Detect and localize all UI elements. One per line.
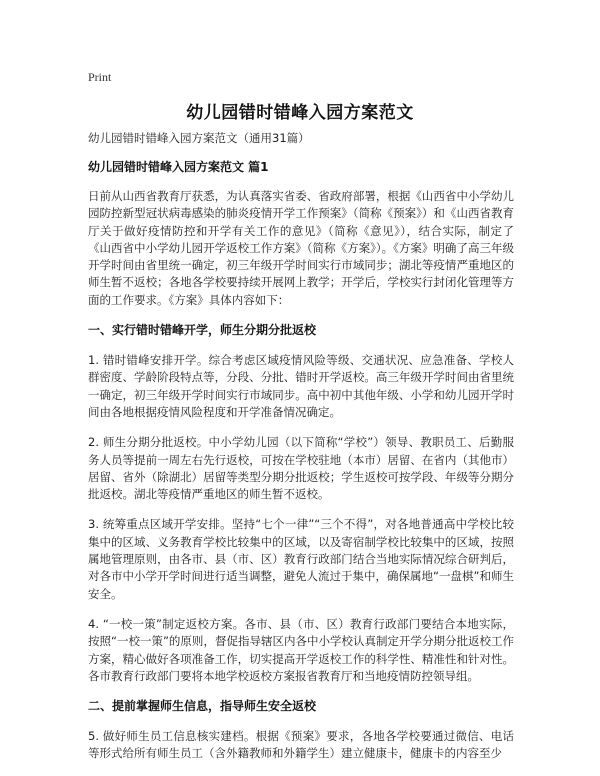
section-title: 幼儿园错时错峰入园方案范文 篇1 xyxy=(88,160,269,174)
document-subtitle: 幼儿园错时错峰入园方案范文（通用31篇） xyxy=(88,131,310,145)
paragraph-1: 1. 错时错峰安排开学。综合考虑区域疫情风险等级、交通状况、应急准备、学校人群密度、学龄阶段特点等，分段、分批、错时开学返校。高三年级开学时间由省里统一确定，初三年级开学时间实行市域同步。高中初中其他年级、小学和幼儿园开学时间由各地根据疫情风险程度和开学准备情况确定。 xyxy=(88,353,514,419)
page-title: 幼儿园错时错峰入园方案范文 xyxy=(186,103,414,123)
heading-1: 一、实行错时错峰开学，师生分期分批返校 xyxy=(88,323,317,338)
paragraph-5: 5. 做好师生员工信息核实建档。根据《预案》要求，各地各学校要通过微信、电话等形式给所有师生员工（含外籍教师和外籍学生）建立健康卡，健康卡的内容至少 xyxy=(88,729,514,761)
heading-2: 二、提前掌握师生信息，指导师生安全返校 xyxy=(88,699,317,714)
paragraph-3: 3. 统筹重点区域开学安排。坚持“七个一律”“三个不得”，对各地普通高中学校比较集中的区域、义务教育学校比较集中的区域，以及寄宿制学校比较集中的区域，按照属地管理原则，由各市、县（市、区）教育行政部门结合当地实际情况综合研判后，对各市中小学开学时间进行适当调整，避免人流过于集中，确保属地“一盘棋”和师生安全。 xyxy=(88,517,514,601)
document-body xyxy=(88,130,514,776)
paragraph-4: 4. “一校一策”制定返校方案。各市、县（市、区）教育行政部门要结合本地实际，按照“一校一策”的原则，督促指导辖区内各中小学校认真制定开学分期分批返校工作方案，精心做好各项准备工作，切实提高开学返校工作的科学性、精准性和针对性。各市教育行政部门要将本地学校返校方案报省教育厅和当地疫情防控领导组。 xyxy=(88,616,514,683)
print-link[interactable]: Print xyxy=(88,70,112,84)
paragraph-2: 2. 师生分期分批返校。中小学幼儿园（以下简称“学校”）领导、教职员工、后勤服务人员等提前一周左右先行返校，可按在学校驻地（本市）居留、在省内（其他市）居留、省外（除湖北）居留等类型分期分批返校；学生返校可按学段、年级等分期分批返校。湖北等疫情严重地区的师生暂不返校。 xyxy=(88,435,514,502)
intro-paragraph: 日前从山西省教育厅获悉，为认真落实省委、省政府部署，根据《山西省中小学幼儿园防控新型冠状病毒感染的肺炎疫情开学工作预案》（简称《预案》）和《山西省教育厅关于做好疫情防控和开学有关工作的意见》（简称《意见》），结合实际，制定了《山西省中小学幼儿园开学返校工作方案》（简称《方案》）。《方案》明确了高三年级开学时间由省里统一确定，初三年级开学时间实行市域同步；湖北等疫情严重地区的师生暂不返校；各地各学校要持续开展网上教学；开学后，学校实行封闭化管理等方面的工作要求。《方案》具体内容如下： xyxy=(88,189,514,307)
